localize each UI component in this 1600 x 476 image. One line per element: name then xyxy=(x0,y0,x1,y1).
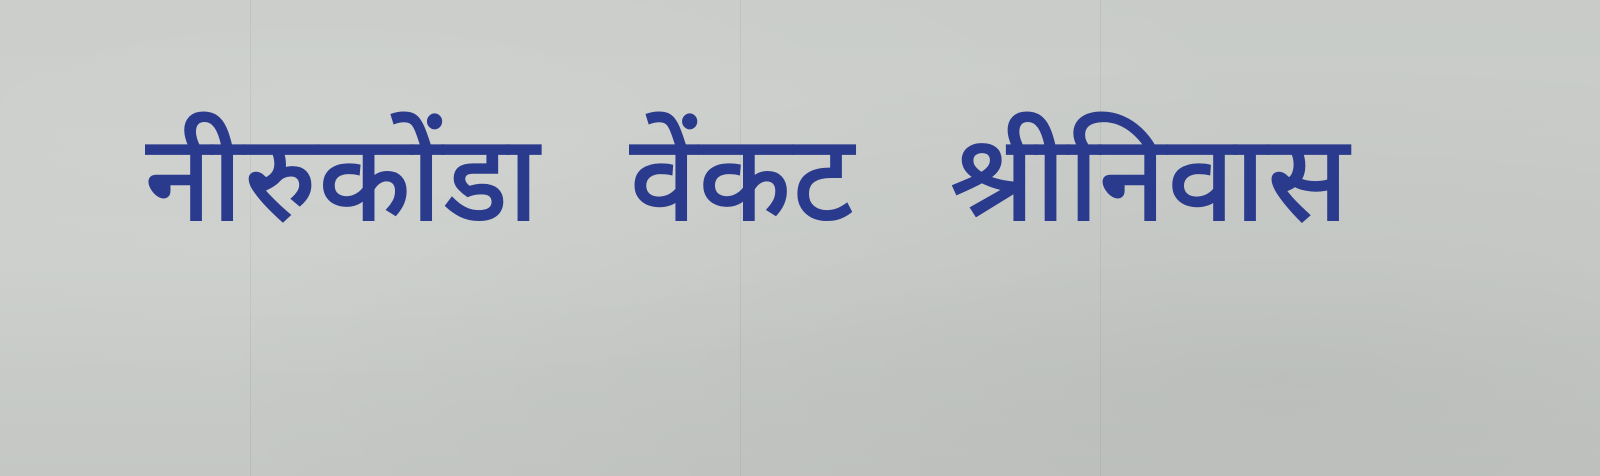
handwritten-name xyxy=(145,85,1375,285)
handwritten-word-3: श्रीनिवास xyxy=(950,110,1351,249)
handwritten-word-2: वेंकट xyxy=(630,110,856,249)
handwritten-word-1: नीरुकोंडा xyxy=(145,110,541,249)
